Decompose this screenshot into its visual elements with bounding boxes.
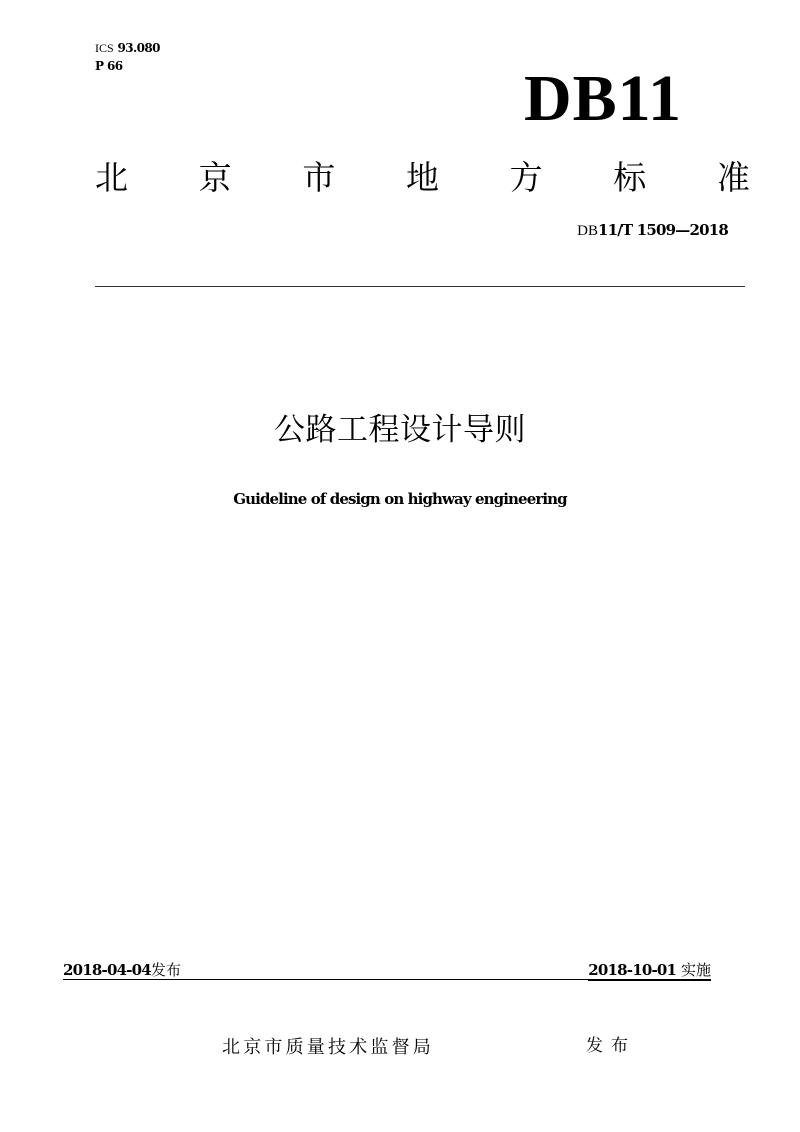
issue-date-label: 发布 bbox=[150, 961, 181, 979]
standard-number-prefix: DB bbox=[577, 223, 598, 239]
implementation-date-value: 2018-10-01 bbox=[588, 961, 677, 979]
p-code: P 66 bbox=[95, 59, 123, 73]
document-title-chinese: 公路工程设计导则 bbox=[274, 412, 526, 448]
issuing-authority: 北京市质量技术监督局 bbox=[222, 1037, 434, 1058]
standard-type-char: 京 bbox=[198, 158, 232, 197]
standard-number-value: 11/T 1509—2018 bbox=[597, 221, 728, 239]
db-logo: DB11 bbox=[524, 62, 683, 135]
implementation-date bbox=[588, 959, 711, 981]
ics-code bbox=[95, 41, 160, 56]
ics-label: ICS bbox=[95, 41, 114, 55]
standard-type-char: 准 bbox=[716, 158, 750, 197]
standard-type-char: 市 bbox=[302, 158, 336, 197]
document-title-english: Guideline of design on highway engineering bbox=[233, 490, 567, 508]
standard-type-char: 地 bbox=[405, 158, 439, 197]
standard-type-char: 标 bbox=[613, 158, 647, 197]
footer-divider bbox=[63, 979, 711, 980]
standard-number bbox=[577, 221, 728, 240]
standard-type-char: 北 bbox=[95, 158, 128, 197]
standard-type-char: 方 bbox=[509, 158, 543, 197]
standard-type-title bbox=[95, 158, 750, 198]
ics-number: 93.080 bbox=[117, 41, 160, 55]
header-divider bbox=[95, 286, 745, 287]
issuing-action: 发布 bbox=[586, 1036, 636, 1056]
issue-date bbox=[63, 959, 181, 980]
implementation-date-label: 实施 bbox=[680, 961, 711, 979]
issue-date-value: 2018-04-04 bbox=[63, 961, 151, 979]
